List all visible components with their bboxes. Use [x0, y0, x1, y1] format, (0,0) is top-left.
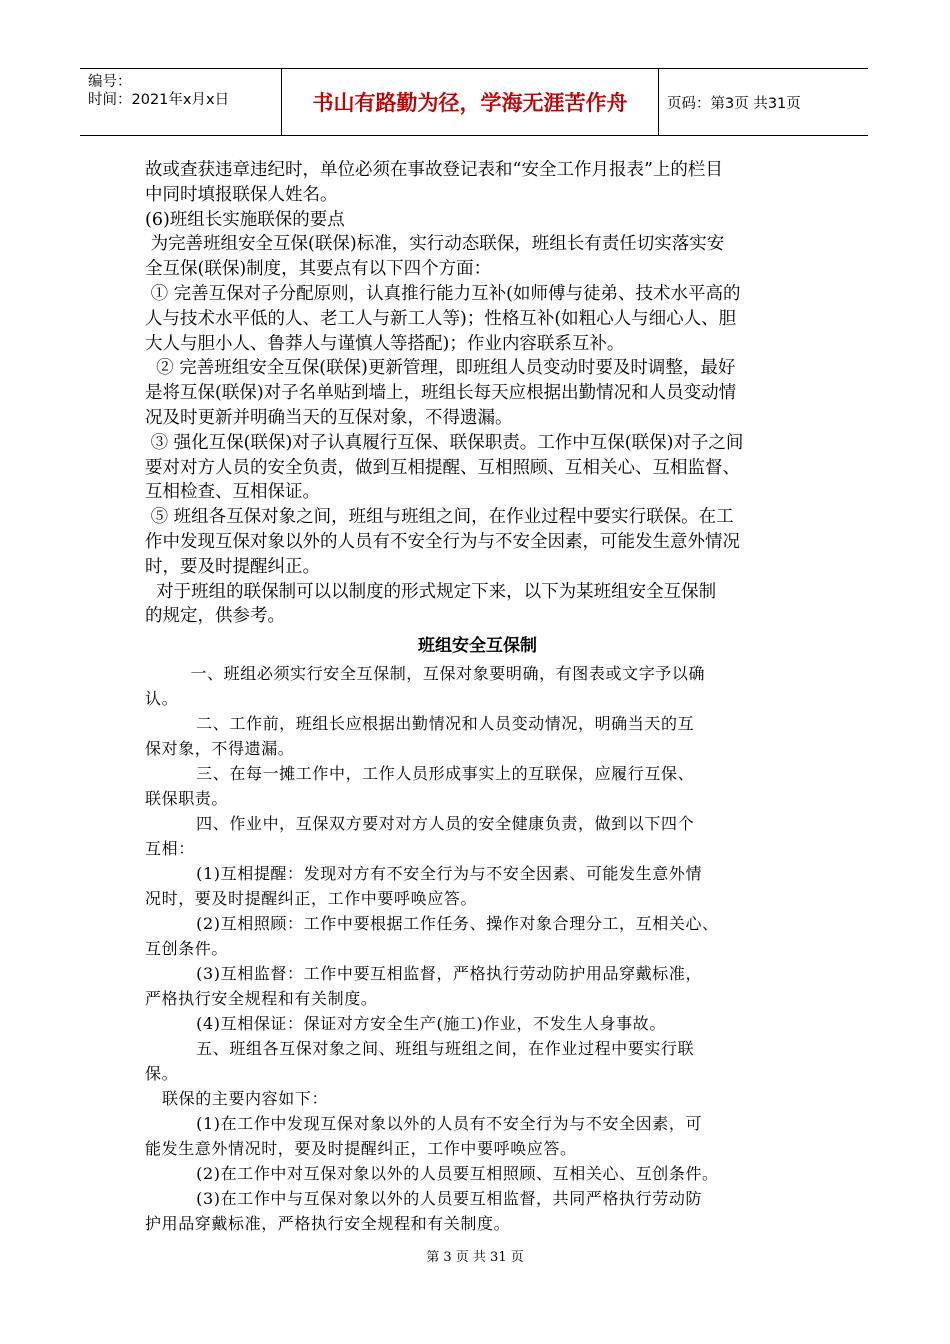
text-line: 严格执行安全规程和有关制度。 [145, 989, 378, 1009]
document-date: 时间：2021年x月x日 [88, 92, 230, 108]
page-footer: 第 3 页 共 31 页 [426, 1250, 524, 1265]
document-number: 编号： [88, 74, 132, 90]
text-line: 全互保(联保)制度，其要点有以下四个方面： [145, 259, 492, 280]
text-line: 大人与胆小人、鲁莽人与谨慎人等搭配)；作业内容联系互补。 [145, 333, 625, 354]
document-body [145, 158, 810, 1236]
text-line: 联保的主要内容如下： [145, 1089, 329, 1109]
header-motto: 书山有路勤为径，学海无涯苦作舟 [282, 69, 659, 135]
text-line: ⑤ 班组各互保对象之间，班组与班组之间，在作业过程中要实行联保。在工 [145, 507, 734, 528]
text-line: 保。 [145, 1064, 179, 1084]
header-page-info: 页码：第3页 共31页 [667, 95, 801, 112]
text-line: 的规定，供参考。 [145, 606, 285, 627]
text-line: 一、班组必须实行安全互保制，互保对象要明确，有图表或文字予以确 [145, 664, 706, 684]
text-line: 互相检查、互相保证。 [145, 482, 320, 503]
header-meta [80, 69, 282, 135]
text-line: (2)互相照顾：工作中要根据工作任务、操作对象合理分工，互相关心、 [145, 914, 719, 934]
text-line: 时，要及时提醒纠正。 [145, 556, 320, 577]
text-line: 人与技术水平低的人、老工人与新工人等)；性格互补(如粗心人与细心人、胆 [145, 308, 737, 329]
text-line: 互相： [145, 839, 195, 859]
text-line: 作中发现互保对象以外的人员有不安全行为与不安全因素，可能发生意外情况 [145, 531, 740, 552]
text-line: ① 完善互保对子分配原则，认真推行能力互补(如师傅与徒弟、技术水平高的 [145, 283, 741, 304]
text-line: (1)在工作中发现互保对象以外的人员有不安全行为与不安全因素，可 [145, 1114, 703, 1134]
text-line: 保对象，不得遗漏。 [145, 739, 295, 759]
text-line: 况时，要及时提醒纠正，工作中要呼唤应答。 [145, 889, 478, 909]
text-line: 为完善班组安全互保(联保)标准，实行动态联保，班组长有责任切实落实安 [145, 234, 725, 255]
text-line: (6)班组长实施联保的要点 [145, 209, 345, 230]
text-line: 四、作业中，互保双方要对对方人员的安全健康负责，做到以下四个 [145, 814, 695, 834]
text-line: (3)互相监督：工作中要互相监督，严格执行劳动防护用品穿戴标准， [145, 964, 703, 984]
body-section-regulation [145, 661, 810, 1236]
text-line: 联保职责。 [145, 789, 229, 809]
text-line: 故或查获违章违纪时，单位必须在事故登记表和“安全工作月报表”上的栏目 [145, 160, 723, 180]
text-line: ② 完善班组安全互保(联保)更新管理，即班组人员变动时要及时调整，最好 [145, 358, 736, 379]
text-line: 认。 [145, 689, 179, 709]
text-line: 护用品穿戴标准，严格执行安全规程和有关制度。 [145, 1214, 511, 1234]
text-line: 对于班组的联保制可以以制度的形式规定下来，以下为某班组安全互保制 [145, 581, 717, 602]
text-line: 况及时更新并明确当天的互保对象，不得遗漏。 [145, 407, 513, 428]
body-section-main [145, 158, 810, 629]
text-line: 能发生意外情况时，要及时提醒纠正，工作中要呼唤应答。 [145, 1139, 577, 1159]
text-line: ③ 强化互保(联保)对子认真履行互保、联保职责。工作中互保(联保)对子之间 [145, 432, 744, 453]
text-line: 二、工作前，班组长应根据出勤情况和人员变动情况，明确当天的互 [145, 714, 695, 734]
text-line: 三、在每一摊工作中，工作人员形成事实上的互联保，应履行互保、 [145, 764, 695, 784]
text-line: (2)在工作中对互保对象以外的人员要互相照顾、互相关心、互创条件。 [145, 1164, 719, 1184]
page-header [80, 68, 868, 136]
text-line: (4)互相保证：保证对方安全生产(施工)作业，不发生人身事故。 [145, 1014, 666, 1034]
text-line: 五、班组各互保对象之间、班组与班组之间，在作业过程中要实行联 [145, 1039, 695, 1059]
text-line: (1)互相提醒：发现对方有不安全行为与不安全因素、可能发生意外情 [145, 864, 703, 884]
text-line: (3)在工作中与互保对象以外的人员要互相监督，共同严格执行劳动防 [145, 1189, 703, 1209]
text-line: 互创条件。 [145, 939, 229, 959]
text-line: 要对对方人员的安全负责，做到互相提醒、互相照顾、互相关心、互相监督、 [145, 457, 740, 478]
text-line: 中同时填报联保人姓名。 [145, 184, 338, 205]
text-line: 是将互保(联保)对子名单贴到墙上，班组长每天应根据出勤情况和人员变动情 [145, 383, 737, 404]
regulation-title: 班组安全互保制 [418, 636, 537, 657]
